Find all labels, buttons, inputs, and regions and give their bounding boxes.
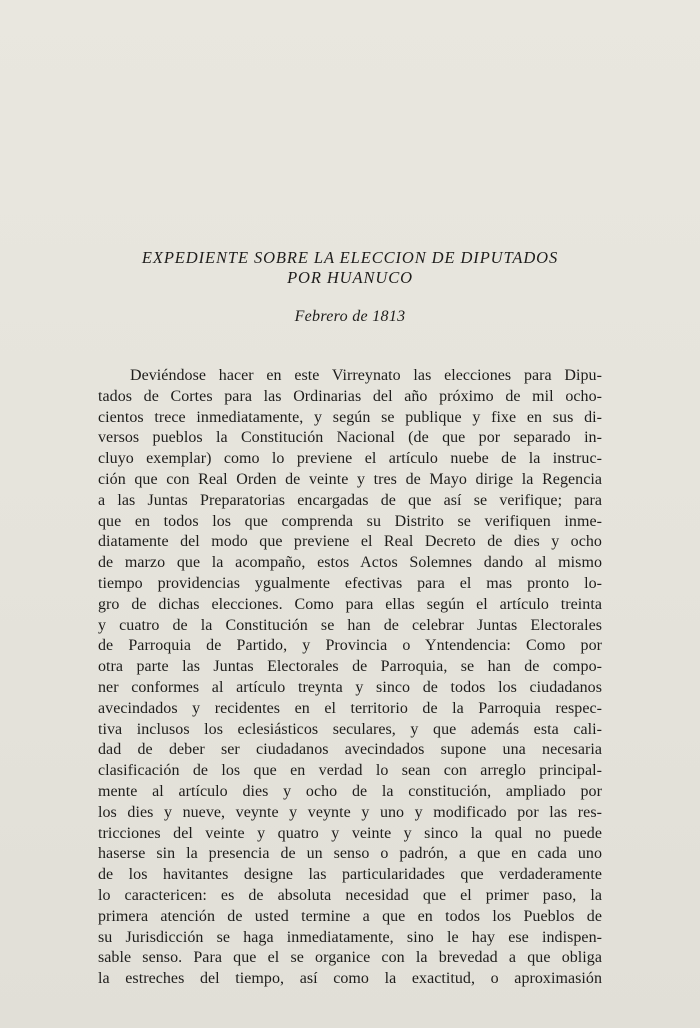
body-line: ción que con Real Orden de veinte y tres de Mayo dirige la Regencia	[98, 470, 602, 488]
body-line: tiva inclusos los eclesiásticos seculares, y que además esta cali-	[98, 720, 602, 738]
body-line: sable senso. Para que el se organice con la brevedad a que obliga	[98, 949, 602, 967]
body-line: cientos trece inmediatamente, y según se publique y fixe en sus di-	[98, 408, 602, 426]
body-line: Deviéndose hacer en este Virreynato las elecciones para Dipu-	[130, 367, 602, 384]
body-line: de los havitantes designe las particularidades que verdaderamente	[98, 866, 602, 884]
body-line: los dies y nueve, veynte y veynte y uno y modificado por las res-	[98, 803, 602, 821]
body-line: clasificación de los que en verdad lo sean con arreglo principal-	[98, 762, 602, 780]
document-title-line-1: EXPEDIENTE SOBRE LA ELECCION DE DIPUTADOS	[141, 248, 559, 267]
document-title-line-2: POR HUANUCO	[287, 268, 413, 287]
body-line: otra parte las Juntas Electorales de Parroquia, se han de compo-	[98, 658, 602, 676]
body-line: haserse sin la presencia de un senso o padrón, a que en cada uno	[98, 845, 602, 863]
body-line: avecindados y recidentes en el territorio de la Parroquia respec-	[98, 699, 602, 717]
body-line: tiempo providencias ygualmente efectivas para el mas pronto lo-	[98, 574, 602, 592]
body-line: que en todos los que comprenda su Distrito se verifiquen inme-	[98, 512, 602, 530]
body-line: su Jurisdicción se haga inmediatamente, sino le hay ese indispen-	[98, 928, 602, 946]
body-line: tricciones del veinte y quatro y veinte y sinco la qual no puede	[98, 824, 602, 842]
body-line: dad de deber ser ciudadanos avecindados supone una necesaria	[98, 741, 602, 759]
body-line: ner conformes al artículo treynta y sinco de todos los ciudadanos	[98, 678, 602, 696]
body-line: de Parroquia de Partido, y Provincia o Yntendencia: Como por	[98, 637, 602, 655]
body-line: cluyo exemplar) como lo previene el artículo nuebe de la instruc-	[98, 450, 602, 468]
body-line: diatamente del modo que previene el Real Decreto de dies y ocho	[98, 533, 602, 551]
body-line: la estreches del tiempo, así como la exactitud, o aproximasión	[98, 970, 602, 988]
body-line: gro de dichas elecciones. Como para ellas según el artículo treinta	[98, 595, 602, 613]
body-line: primera atención de usted termine a que en todos los Pueblos de	[98, 907, 602, 925]
body-line: lo caractericen: es de absoluta necesidad que el primer paso, la	[98, 886, 602, 904]
body-line: mente al artículo dies y ocho de la constitución, ampliado por	[98, 782, 602, 800]
body-paragraph	[98, 366, 602, 990]
body-line: y cuatro de la Constitución se han de celebrar Juntas Electorales	[98, 616, 602, 634]
document-date: Febrero de 1813	[294, 308, 406, 325]
body-line: versos pueblos la Constitución Nacional (de que por separado in-	[98, 429, 602, 447]
body-line: a las Juntas Preparatorias encargadas de que así se verifique; para	[98, 491, 602, 509]
body-line: tados de Cortes para las Ordinarias del año próximo de mil ocho-	[98, 387, 602, 405]
body-line: de marzo que la acompaño, estos Actos Solemnes dando al mismo	[98, 554, 602, 572]
